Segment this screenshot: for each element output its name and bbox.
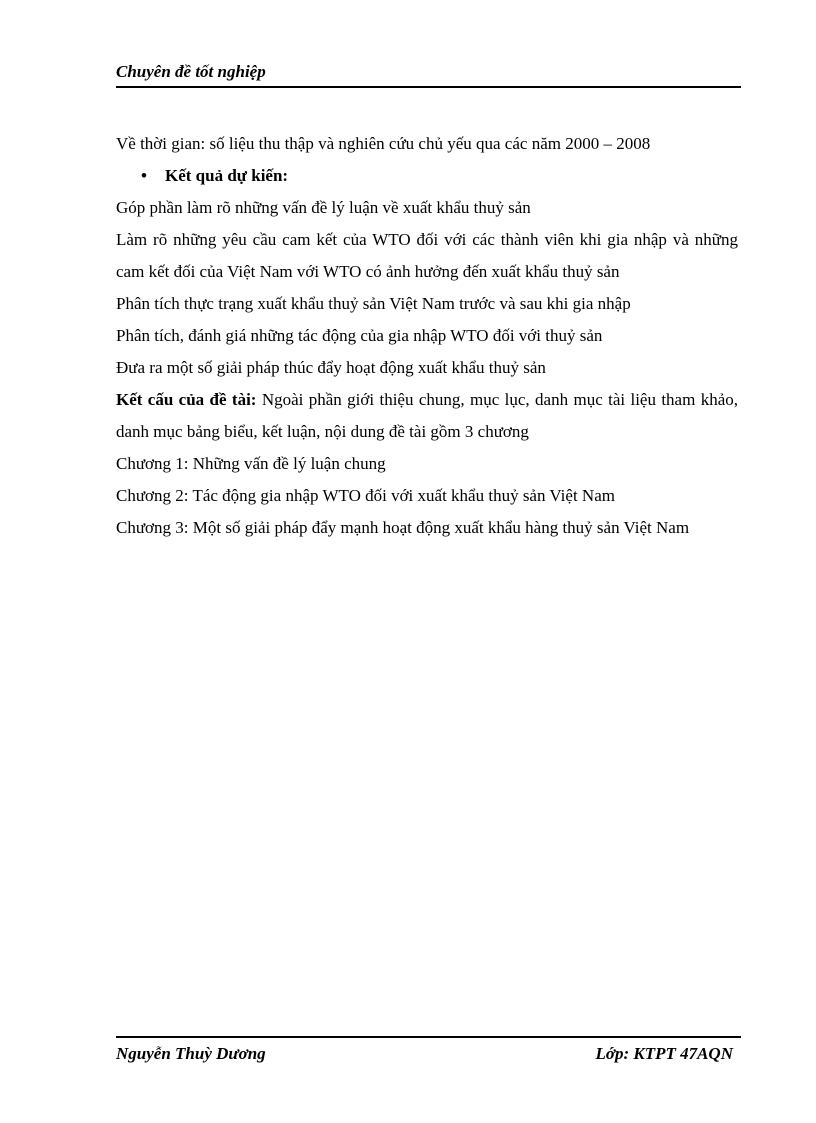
result-item: Phân tích, đánh giá những tác động của gia nhập WTO đối với thuỷ sản <box>116 326 603 345</box>
page-header <box>116 60 741 88</box>
result-item: Đưa ra một số giải pháp thúc đẩy hoạt động xuất khẩu thuỷ sản <box>116 358 546 377</box>
chapter-item: Chương 1: Những vấn đề lý luận chung <box>116 454 386 473</box>
document-body <box>116 128 738 544</box>
result-item: Làm rõ những yêu cầu cam kết của WTO đối với các thành viên khi gia nhập và những cam kết đối của Việt Nam với WTO có ảnh hưởng đến xuất khẩu thuỷ sản <box>116 230 738 281</box>
header-title: Chuyên đề tốt nghiệp <box>116 62 266 81</box>
structure-lead: Kết cấu của đề tài: <box>116 390 257 409</box>
time-scope-paragraph: Về thời gian: số liệu thu thập và nghiên cứu chủ yếu qua các năm 2000 – 2008 <box>116 134 651 153</box>
structure-text: Ngoài phần giới thiệu chung, mục lục, danh mục tài liệu tham khảo, danh mục bảng biểu, kết luận, nội dung đề tài gồm 3 chương <box>116 390 738 441</box>
chapter-item: Chương 2: Tác động gia nhập WTO đối với xuất khẩu thuỷ sản Việt Nam <box>116 486 615 505</box>
chapter-item: Chương 3: Một số giải pháp đẩy mạnh hoạt động xuất khẩu hàng thuỷ sản Việt Nam <box>116 518 690 537</box>
expected-results-heading <box>116 160 738 192</box>
footer-author: Nguyễn Thuỳ Dương <box>116 1044 266 1063</box>
footer-class: Lớp: KTPT 47AQN <box>595 1044 733 1063</box>
bullet-icon: • <box>141 166 147 185</box>
page-footer <box>116 1036 741 1066</box>
expected-results-label: Kết quả dự kiến: <box>165 166 289 185</box>
structure-paragraph <box>116 384 738 448</box>
result-item: Phân tích thực trạng xuất khẩu thuỷ sản Việt Nam trước và sau khi gia nhập <box>116 294 631 313</box>
result-item: Góp phần làm rõ những vấn đề lý luận về xuất khẩu thuỷ sản <box>116 198 531 217</box>
